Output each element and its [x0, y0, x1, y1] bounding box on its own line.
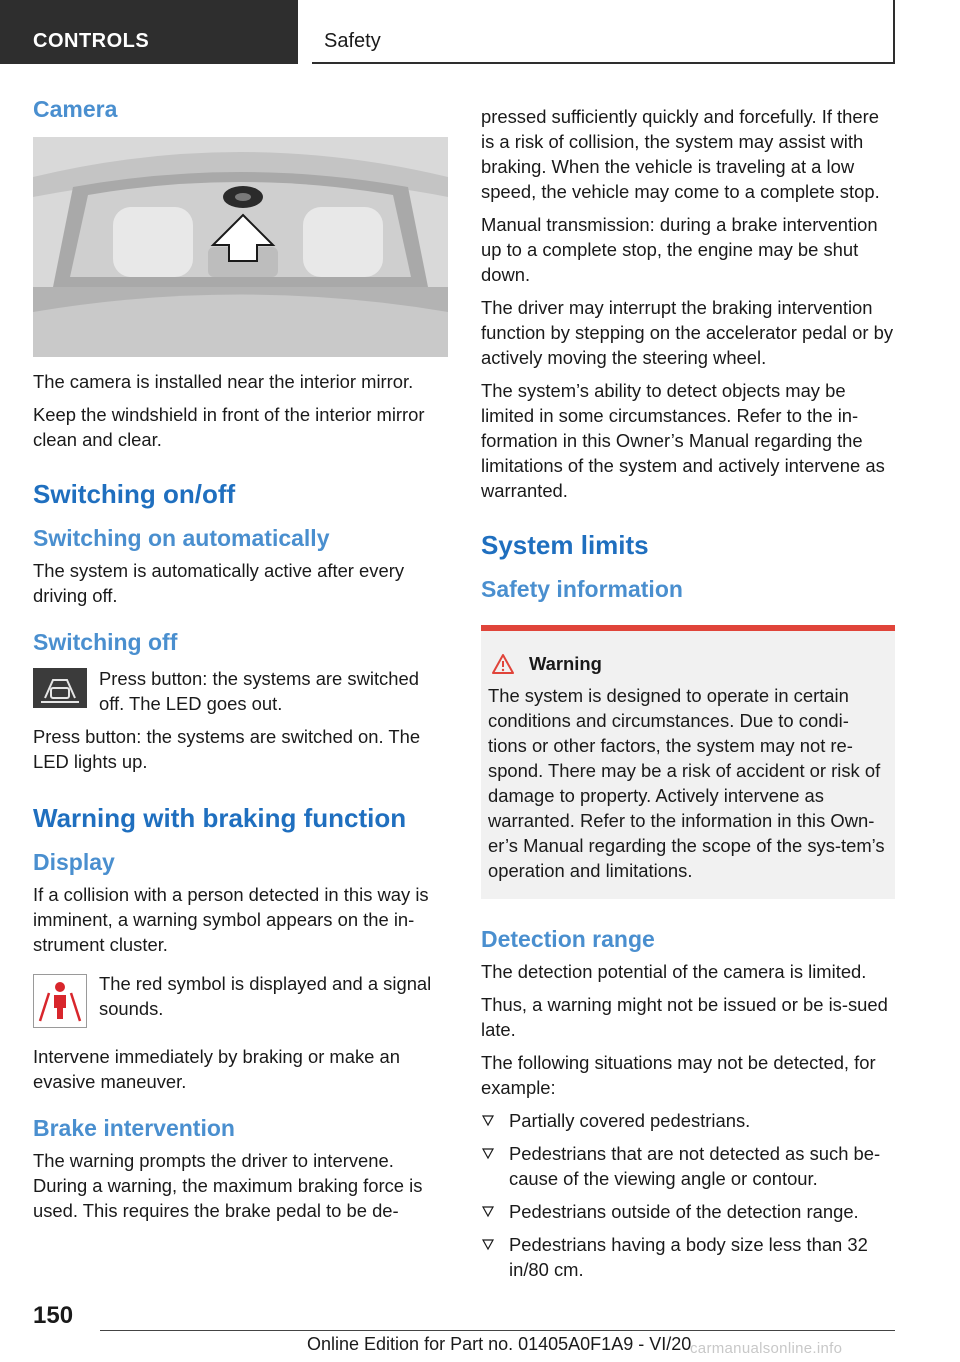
header-chapter-tab — [312, 0, 895, 64]
warning-title: Warning — [529, 653, 602, 674]
brake-heading: Brake intervention — [33, 1115, 235, 1141]
list-item — [481, 1199, 895, 1224]
warning-text: The system is designed to operate in certain conditions and circumstances. Due to condi-tions or other factors, the system may not re-spond. There may be a risk of accident or risk of damage to property. Actively intervene as warranted. Refer to the information in this Own-er’s Manual regarding the scope of the sys-tem’s operation and limitations. — [488, 685, 885, 881]
right-column — [481, 104, 895, 1290]
auto-paragraph: The system is automatically active after every driving off. — [33, 560, 405, 606]
header-chapter-label: Safety — [324, 30, 381, 52]
off-button-row — [33, 666, 448, 716]
header-section-label: CONTROLS — [33, 30, 150, 52]
car-interior-illustration — [33, 137, 448, 357]
list-item — [481, 1108, 895, 1133]
display-icon-text: The red symbol is displayed and a signal sounds. — [99, 973, 432, 1019]
display-paragraph-1: If a collision with a person detected in this way is imminent, a warning symbol appears on the in-strument cluster. — [33, 884, 429, 955]
detection-paragraph-1: The detection potential of the camera is limited. — [481, 961, 867, 982]
camera-paragraph-2: Keep the windshield in front of the interior mirror clean and clear. — [33, 404, 425, 450]
header-section-tab — [0, 0, 298, 64]
left-column — [33, 96, 448, 1231]
camera-heading: Camera — [33, 96, 118, 122]
detection-heading: Detection range — [481, 926, 655, 952]
bullet-text: Pedestrians outside of the detection range. — [509, 1201, 859, 1222]
switching-heading: Switching on/off — [33, 479, 236, 509]
right-paragraph-1: pressed sufficiently quickly and forcefully. If there is a risk of collision, the system may assist with braking. When the vehicle is traveling at a low speed, the vehicle may come to a complete stop. — [481, 106, 880, 202]
bullet-text: Pedestrians having a body size less than 32 in/80 cm. — [509, 1234, 868, 1280]
triangle-bullet-icon — [481, 1113, 495, 1127]
detection-paragraph-2: Thus, a warning might not be issued or be is-sued late. — [481, 994, 888, 1040]
off-heading: Switching off — [33, 629, 178, 655]
camera-paragraph-1: The camera is installed near the interior mirror. — [33, 371, 414, 392]
system-limits-heading: System limits — [481, 530, 649, 560]
triangle-bullet-icon — [481, 1146, 495, 1160]
detection-paragraph-3: The following situations may not be detected, for example: — [481, 1052, 876, 1098]
footer-divider — [100, 1330, 895, 1331]
triangle-bullet-icon — [481, 1204, 495, 1218]
list-item — [481, 1232, 895, 1282]
auto-heading: Switching on automatically — [33, 525, 330, 551]
right-paragraph-4: The system’s ability to detect objects may be limited in some circumstances. Refer to the in-formation in this Owner’s Manual regarding the limitations of the system and actively intervene as warranted. — [481, 380, 885, 501]
warning-braking-heading: Warning with braking function — [33, 803, 407, 833]
warning-triangle-icon — [491, 653, 515, 675]
page-number: 150 — [33, 1302, 74, 1329]
list-item — [481, 1141, 895, 1191]
detection-bullet-list — [481, 1108, 895, 1282]
display-heading: Display — [33, 849, 115, 875]
pedestrian-symbol-icon — [33, 974, 87, 1028]
off-paragraph-2: Press button: the systems are switched on. The LED lights up. — [33, 726, 421, 772]
display-paragraph-2: Intervene immediately by braking or make an evasive maneuver. — [33, 1046, 400, 1092]
camera-photo — [33, 137, 448, 357]
bullet-text: Partially covered pedestrians. — [509, 1110, 751, 1131]
right-paragraph-3: The driver may interrupt the braking intervention function by stepping on the accelerator pedal or by actively moving the steering wheel. — [481, 297, 894, 368]
display-symbol-row — [33, 971, 448, 1028]
watermark: carmanualsonline.info — [690, 1340, 843, 1357]
warning-title-row — [488, 653, 887, 675]
bullet-text: Pedestrians that are not detected as such be-cause of the viewing angle or contour. — [509, 1143, 881, 1189]
safety-info-heading: Safety information — [481, 576, 683, 602]
pedestrian-warning-button-icon — [33, 668, 87, 708]
right-paragraph-2: Manual transmission: during a brake intervention up to a complete stop, the engine may be shut down. — [481, 214, 878, 285]
off-icon-text: Press button: the systems are switched off. The LED goes out. — [99, 668, 419, 714]
triangle-bullet-icon — [481, 1237, 495, 1251]
brake-paragraph: The warning prompts the driver to intervene. During a warning, the maximum braking force is used. This requires the brake pedal to be de- — [33, 1150, 423, 1221]
footer-edition: Online Edition for Part no. 01405A0F1A9 - VI/20 — [307, 1334, 692, 1354]
warning-box — [481, 625, 895, 899]
